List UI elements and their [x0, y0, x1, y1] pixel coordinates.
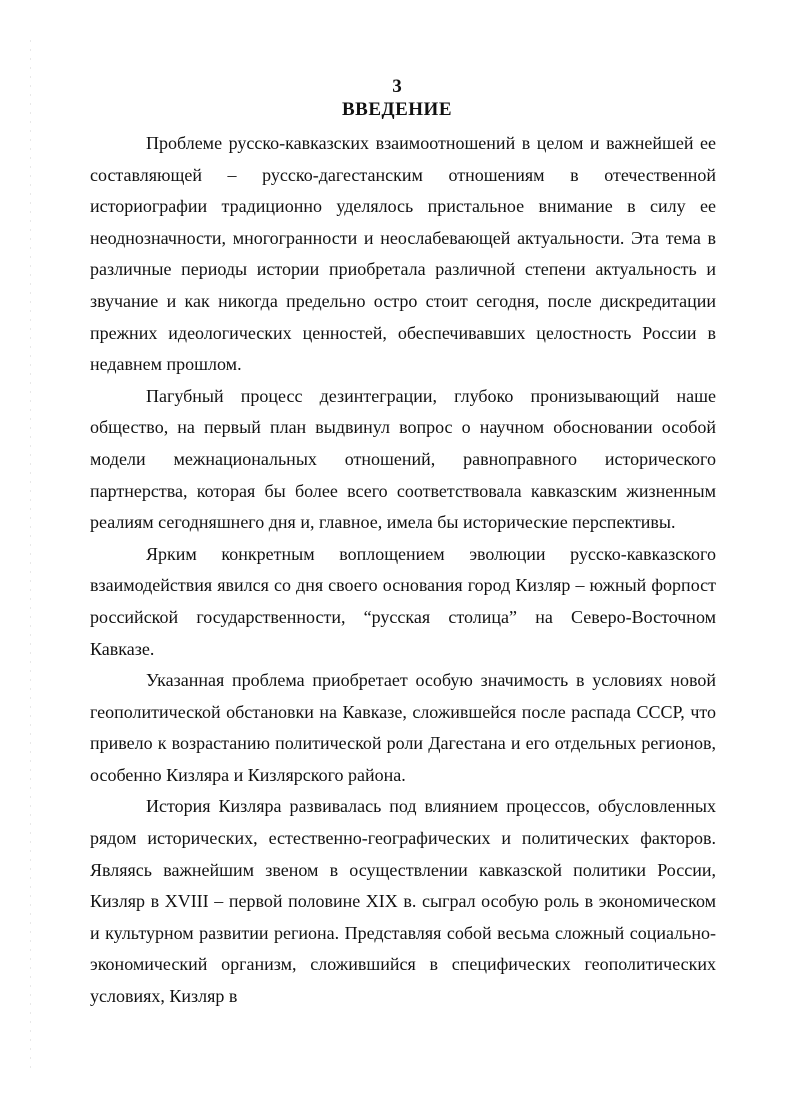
page-number: 3: [392, 76, 402, 97]
paragraph-5: История Кизляра развивалась под влиянием процессов, обусловленных рядом исторических, естественно-географических и политических факторов. Являясь важнейшим звеном в осуществлении кавказской политики России, Кизляр в XVIII – первой половине XIX в. сыграл особую роль в экономическом и культурном развитии региона. Представляя собой весьма сложный социально-экономический организм, сложившийся в специфических геополитических условиях, Кизляр в: [90, 796, 716, 1007]
paragraph-2: Пагубный процесс дезинтеграции, глубоко пронизывающий наше общество, на первый план выдвинул вопрос о научном обосновании особой модели межнациональных отношений, равноправного исторического партнерства, которая бы более всего соответствовала кавказским жизненным реалиям сегодняшнего дня и, главное, имела бы исторические перспективы.: [90, 385, 716, 533]
page-title: ВВЕДЕНИЕ: [342, 99, 452, 120]
body-text: [90, 128, 716, 1013]
paragraph-4: Указанная проблема приобретает особую значимость в условиях новой геополитической обстановки на Кавказе, сложившейся после распада СССР, что привело к возрастанию политической роли Дагестана и его отдельных регионов, особенно Кизляра и Кизлярского района.: [90, 670, 716, 785]
scan-edge-artifact: [30, 40, 31, 1070]
paragraph-1: Проблеме русско-кавказских взаимоотношений в целом и важнейшей ее составляющей – русско-дагестанским отношениям в отечественной историографии традиционно уделялось пристальное внимание в силу ее неоднозначности, многогранности и неослабевающей актуальности. Эта тема в различные периоды истории приобретала различной степени актуальность и звучание и как никогда предельно остро стоит сегодня, после дискредитации прежних идеологических ценностей, обеспечивавших целостность России в недавнем прошлом.: [90, 133, 716, 375]
paragraph-3: Ярким конкретным воплощением эволюции русско-кавказского взаимодействия явился со дня своего основания город Кизляр – южный форпост российской государственности, “русская столица” на Северо-Восточном Кавказе.: [90, 543, 716, 659]
